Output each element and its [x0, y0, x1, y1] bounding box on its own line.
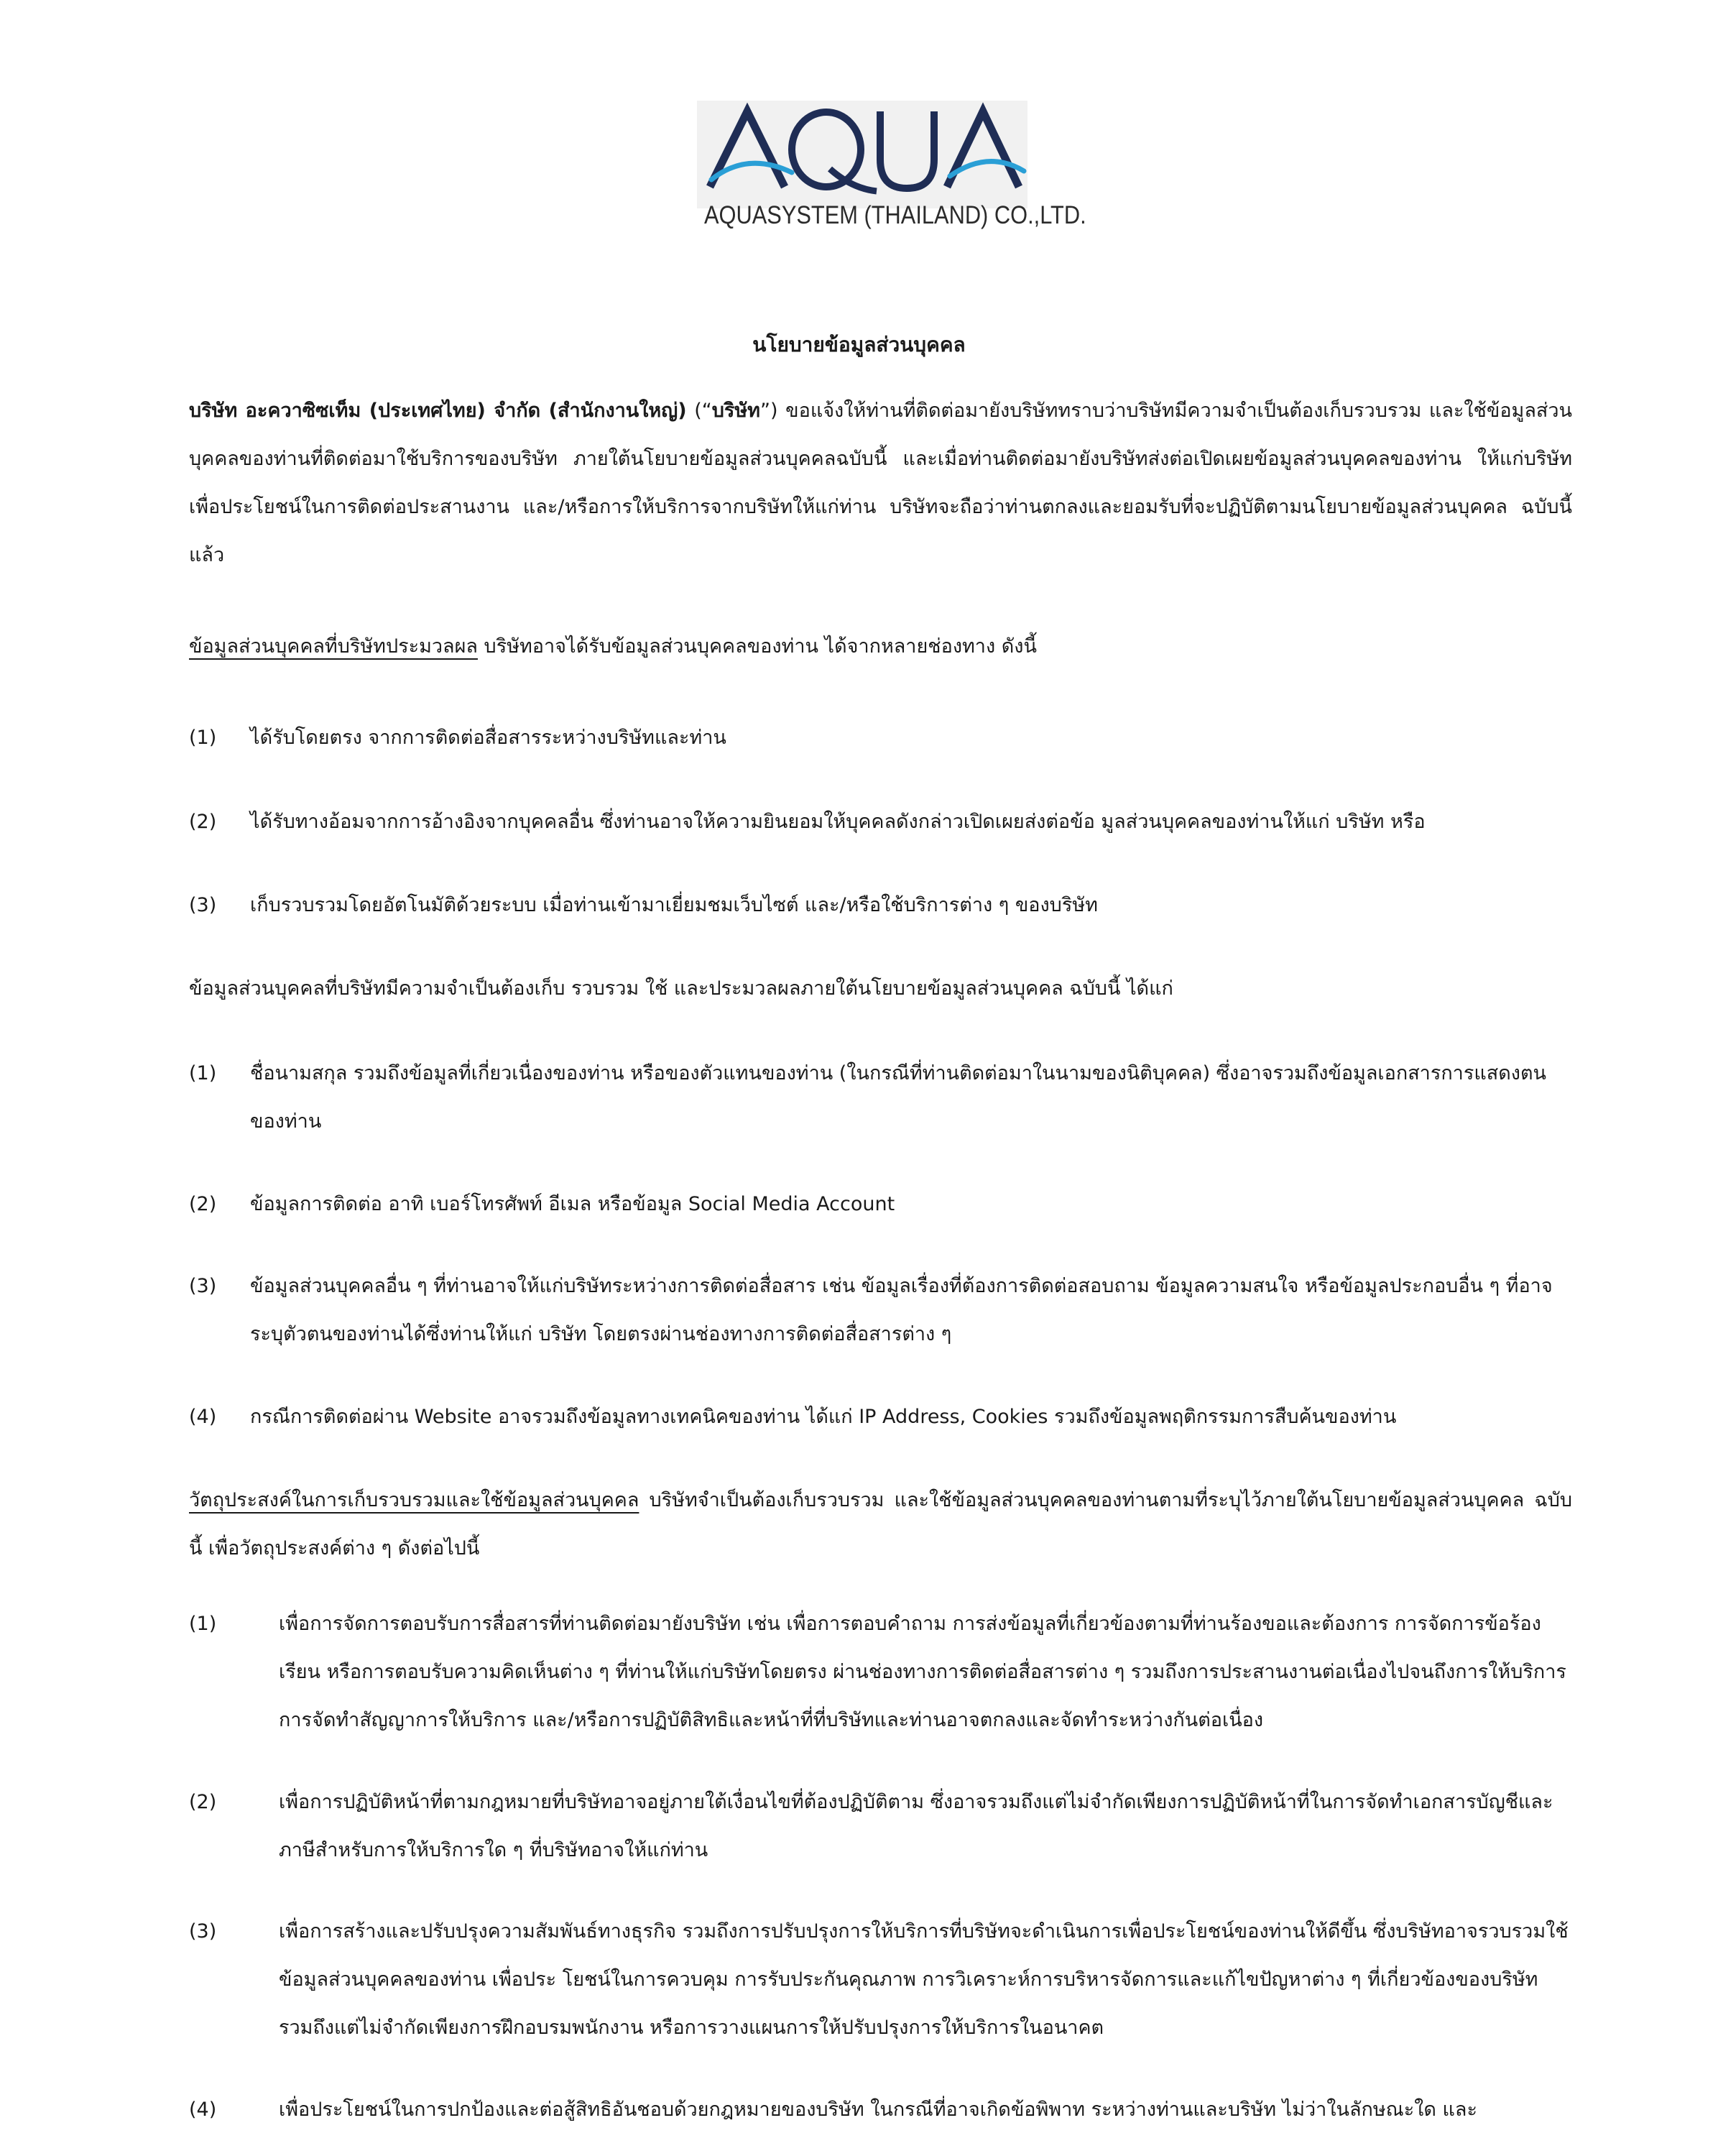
section2-paragraph: ข้อมูลส่วนบุคคลที่บริษัทมีความจำเป็นต้องเก็บ รวบรวม ใช้ และประมวลผลภายใต้นโยบายข้อมูลส่วนบุคคล ฉบับนี้ ได้แก่: [189, 977, 1173, 1000]
list-item-number: (4): [189, 1406, 217, 1428]
section1-paragraph: [189, 622, 1572, 671]
list-item-number: (2): [189, 811, 217, 833]
quote-open: (“: [686, 400, 712, 422]
company-name-bold: บริษัท อะควาซิซเท็ม (ประเทศไทย) จำกัด (สำนักงานใหญ่): [189, 400, 687, 422]
list-item-text: เพื่อการปฏิบัติหน้าที่ตามกฎหมายที่บริษัทอาจอยู่ภายใต้เงื่อนไขที่ต้องปฏิบัติตาม ซึ่งอาจรวมถึงแต่ไม่จำกัดเพียงการปฏิบัติหน้าที่ในการจัดทำเอกสารบัญชีและภาษีสำหรับการให้บริการใด ๆ ที่บริษัทอาจให้แก่ท่าน: [279, 1791, 1553, 1861]
company-short-bold: บริษัท: [711, 400, 760, 422]
list-item-text: เก็บรวบรวมโดยอัตโนมัติด้วยระบบ เมื่อท่านเข้ามาเยี่ยมชมเว็บไซต์ และ/หรือใช้บริการต่าง ๆ ของบริษัท: [250, 894, 1098, 916]
intro-text: ขอแจ้งให้ท่านที่ติดต่อมายังบริษัททราบว่าบริษัทมีความจำเป็นต้องเก็บรวบรวม และใช้ข้อมูลส่วนบุคคลของท่านที่ติดต่อมาใช้บริการของบริษัท ภายใต้นโยบายข้อมูลส่วนบุคคลฉบับนี้ และเมื่อท่านติดต่อมายังบริษัทส่งต่อเปิดเผยข้อมูลส่วนบุคคลของท่าน ให้แก่บริษัทเพื่อประโยชน์ในการติดต่อประสานงาน และ/หรือการให้บริการจากบริษัทให้แก่ท่าน บริษัทจะถือว่าท่านตกลงและยอมรับที่จะปฏิบัติตามนโยบายข้อมูลส่วนบุคคล ฉบับนี้แล้ว: [189, 400, 1572, 566]
quote-close: ”): [759, 400, 786, 422]
list-item-text: ชื่อนามสกุล รวมถึงข้อมูลที่เกี่ยวเนื่องของท่าน หรือของตัวแทนของท่าน (ในกรณีที่ท่านติดต่อมาในนามของนิติบุคคล) ซึ่งอาจรวมถึงข้อมูลเอกสารการแสดงตนของท่าน: [250, 1062, 1546, 1133]
section3-heading: วัตถุประสงค์ในการเก็บรวบรวมและใช้ข้อมูลส่วนบุคคล: [189, 1489, 639, 1511]
company-logo: [697, 101, 1086, 244]
section1-heading: ข้อมูลส่วนบุคคลที่บริษัทประมวลผล: [189, 635, 478, 658]
section1-text: บริษัทอาจได้รับข้อมูลส่วนบุคคลของท่าน ได้จากหลายช่องทาง ดังนี้: [477, 635, 1037, 658]
logo-company-name: AQUASYSTEM (THAILAND) CO.,LTD.: [704, 201, 1086, 229]
list-item-text: เพื่อการสร้างและปรับปรุงความสัมพันธ์ทางธุรกิจ รวมถึงการปรับปรุงการให้บริการที่บริษัทจะดำเนินการเพื่อประโยชน์ของท่านให้ดีขึ้น ซึ่งบริษัทอาจรวบรวมใช้ข้อมูลส่วนบุคคลของท่าน เพื่อประ โยชน์ในการควบคุม การรับประกันคุณภาพ การวิเคราะห์การบริหารจัดการและแก้ไขปัญหาต่าง ๆ ที่เกี่ยวข้องของบริษัท รวมถึงแต่ไม่จำกัดเพียงการฝึกอบรมพนักงาน หรือการวางแผนการให้ปรับปรุงการให้บริการในอนาคต: [279, 1920, 1569, 2039]
list-item-text: เพื่อการจัดการตอบรับการสื่อสารที่ท่านติดต่อมายังบริษัท เช่น เพื่อการตอบคำถาม การส่งข้อมูลที่เกี่ยวข้องตามที่ท่านร้องขอและต้องการ การจัดการข้อร้องเรียน หรือการตอบรับความคิดเห็นต่าง ๆ ที่ท่านให้แก่บริษัทโดยตรง ผ่านช่องทางการติดต่อสื่อสารต่าง ๆ รวมถึงการประสานงานต่อเนื่องไปจนถึงการให้บริการ การจัดทำสัญญาการให้บริการ และ/หรือการปฏิบัติสิทธิและหน้าที่ที่บริษัทและท่านอาจตกลงและจัดทำระหว่างกันต่อเนื่อง: [279, 1613, 1566, 1731]
list-item-number: (2): [189, 1791, 217, 1813]
list-item-text: ข้อมูลการติดต่อ อาทิ เบอร์โทรศัพท์ อีเมล หรือข้อมูล Social Media Account: [250, 1193, 895, 1215]
list-item-number: (3): [189, 1275, 217, 1297]
list-item-text: ได้รับโดยตรง จากการติดต่อสื่อสารระหว่างบริษัทและท่าน: [250, 727, 726, 749]
list-item-text: ข้อมูลส่วนบุคคลอื่น ๆ ที่ท่านอาจให้แก่บริษัทระหว่างการติดต่อสื่อสาร เช่น ข้อมูลเรื่องที่ต้องการติดต่อสอบถาม ข้อมูลความสนใจ หรือข้อมูลประกอบอื่น ๆ ที่อาจระบุตัวตนของท่านได้ซึ่งท่านให้แก่ บริษัท โดยตรงผ่านช่องทางการติดต่อสื่อสารต่าง ๆ: [250, 1275, 1553, 1345]
list-item-number: (3): [189, 1920, 217, 1943]
list-item-number: (1): [189, 1062, 217, 1084]
list-item-number: (2): [189, 1193, 217, 1215]
list-item-number: (1): [189, 1613, 217, 1635]
list-item-number: (4): [189, 2099, 217, 2121]
section3-paragraph: [189, 1476, 1572, 1572]
list-item-text: เพื่อประโยชน์ในการปกป้องและต่อสู้สิทธิอันชอบด้วยกฎหมายของบริษัท ในกรณีที่อาจเกิดข้อพิพาท ระหว่างท่านและบริษัท ไม่ว่าในลักษณะใด และ: [279, 2099, 1477, 2121]
section3-text: บริษัทจำเป็นต้องเก็บรวบรวม และใช้ข้อมูลส่วนบุคคลของท่านตามที่ระบุไว้ภายใต้นโยบายข้อมูลส่วนบุคคล ฉบับนี้ เพื่อวัตถุประสงค์ต่าง ๆ ดังต่อไปนี้: [189, 1489, 1572, 1560]
document-title: นโยบายข้อมูลส่วนบุคคล: [752, 333, 966, 356]
intro-paragraph: [189, 387, 1572, 579]
list-item-number: (3): [189, 894, 217, 916]
list-item-text: กรณีการติดต่อผ่าน Website อาจรวมถึงข้อมูลทางเทคนิคของท่าน ได้แก่ IP Address, Cookies รวมถึงข้อมูลพฤติกรรมการสืบค้นของท่าน: [250, 1406, 1397, 1428]
list-item-number: (1): [189, 727, 217, 749]
aqua-wordmark-logo: [697, 101, 1027, 208]
list-item-text: ได้รับทางอ้อมจากการอ้างอิงจากบุคคลอื่น ซึ่งท่านอาจให้ความยินยอมให้บุคคลดังกล่าวเปิดเผยส่งต่อข้อ มูลส่วนบุคคลของท่านให้แก่ บริษัท หรือ: [250, 811, 1426, 833]
